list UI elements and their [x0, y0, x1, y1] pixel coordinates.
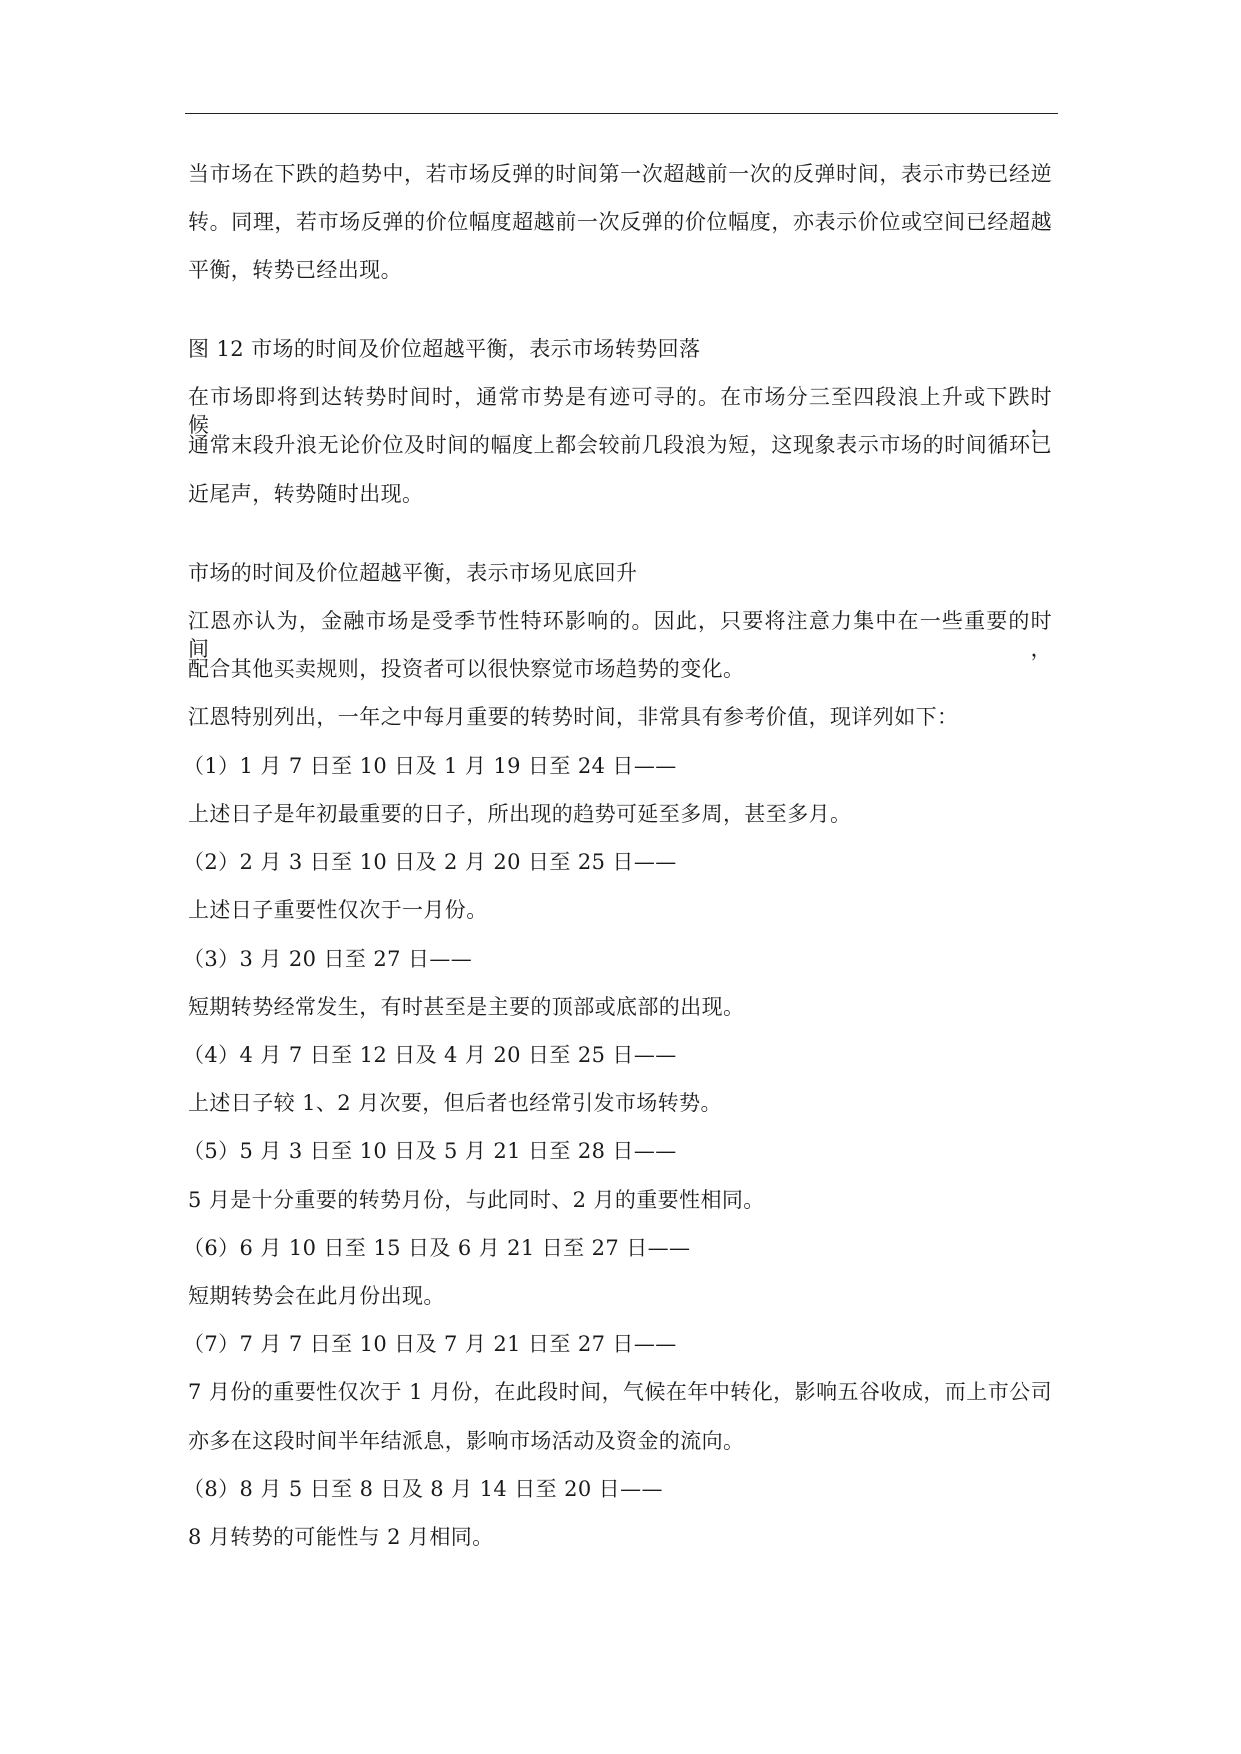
month-6-heading: （6）6 月 10 日至 15 日及 6 月 21 日至 27 日——	[183, 1236, 691, 1260]
figure-12-caption: 图 12 市场的时间及价位超越平衡，表示市场转势回落	[188, 337, 701, 361]
month-7-heading: （7）7 月 7 日至 10 日及 7 月 21 日至 27 日——	[183, 1332, 677, 1356]
month-2-desc: 上述日子重要性仅次于一月份。	[188, 898, 488, 922]
month-8-heading: （8）8 月 5 日至 8 日及 8 月 14 日至 20 日——	[183, 1477, 663, 1501]
paragraph-1-line-2: 转。同理，若市场反弹的价位幅度超越前一次反弹的价位幅度，亦表示价位或空间已经超越	[188, 210, 1052, 234]
paragraph-3-line-1: 江恩亦认为，金融市场是受季节性特环影响的。因此，只要将注意力集中在一些重要的时间，	[188, 609, 1052, 661]
month-5-desc: 5 月是十分重要的转势月份，与此同时、2 月的重要性相同。	[188, 1188, 765, 1212]
month-2-heading: （2）2 月 3 日至 10 日及 2 月 20 日至 25 日——	[183, 850, 677, 874]
month-3-heading: （3）3 月 20 日至 27 日——	[183, 947, 473, 971]
month-7-desc-line-1: 7 月份的重要性仅次于 1 月份，在此段时间，气候在年中转化，影响五谷收成，而上市公司	[188, 1380, 1052, 1404]
paragraph-4: 江恩特别列出，一年之中每月重要的转势时间，非常具有参考价值，现详列如下：	[188, 705, 959, 729]
paragraph-2-line-2: 通常末段升浪无论价位及时间的幅度上都会较前几段浪为短，这现象表示市场的时间循环已	[188, 433, 1052, 457]
month-1-desc: 上述日子是年初最重要的日子，所出现的趋势可延至多周，甚至多月。	[188, 802, 852, 826]
month-7-desc-line-2: 亦多在这段时间半年结派息，影响市场活动及资金的流向。	[188, 1429, 745, 1453]
paragraph-3-line-2: 配合其他买卖规则，投资者可以很快察觉市场趋势的变化。	[188, 657, 745, 681]
month-6-desc: 短期转势会在此月份出现。	[188, 1284, 445, 1308]
paragraph-2-line-1: 在市场即将到达转势时间时，通常市势是有迹可寻的。在市场分三至四段浪上升或下跌时候，	[188, 385, 1052, 437]
figure-caption-2: 市场的时间及价位超越平衡，表示市场见底回升	[188, 561, 638, 585]
month-4-desc: 上述日子较 1、2 月次要，但后者也经常引发市场转势。	[188, 1091, 722, 1115]
month-3-desc: 短期转势经常发生，有时甚至是主要的顶部或底部的出现。	[188, 995, 745, 1019]
paragraph-2-line-3: 近尾声，转势随时出现。	[188, 482, 424, 506]
month-4-heading: （4）4 月 7 日至 12 日及 4 月 20 日至 25 日——	[183, 1043, 677, 1067]
month-5-heading: （5）5 月 3 日至 10 日及 5 月 21 日至 28 日——	[183, 1139, 677, 1163]
month-1-heading: （1）1 月 7 日至 10 日及 1 月 19 日至 24 日——	[183, 754, 677, 778]
paragraph-1-line-3: 平衡，转势已经出现。	[188, 258, 402, 282]
month-8-desc: 8 月转势的可能性与 2 月相同。	[188, 1525, 494, 1549]
paragraph-1-line-1: 当市场在下跌的趋势中，若市场反弹的时间第一次超越前一次的反弹时间，表示市势已经逆	[188, 162, 1052, 186]
header-rule	[185, 113, 1058, 114]
